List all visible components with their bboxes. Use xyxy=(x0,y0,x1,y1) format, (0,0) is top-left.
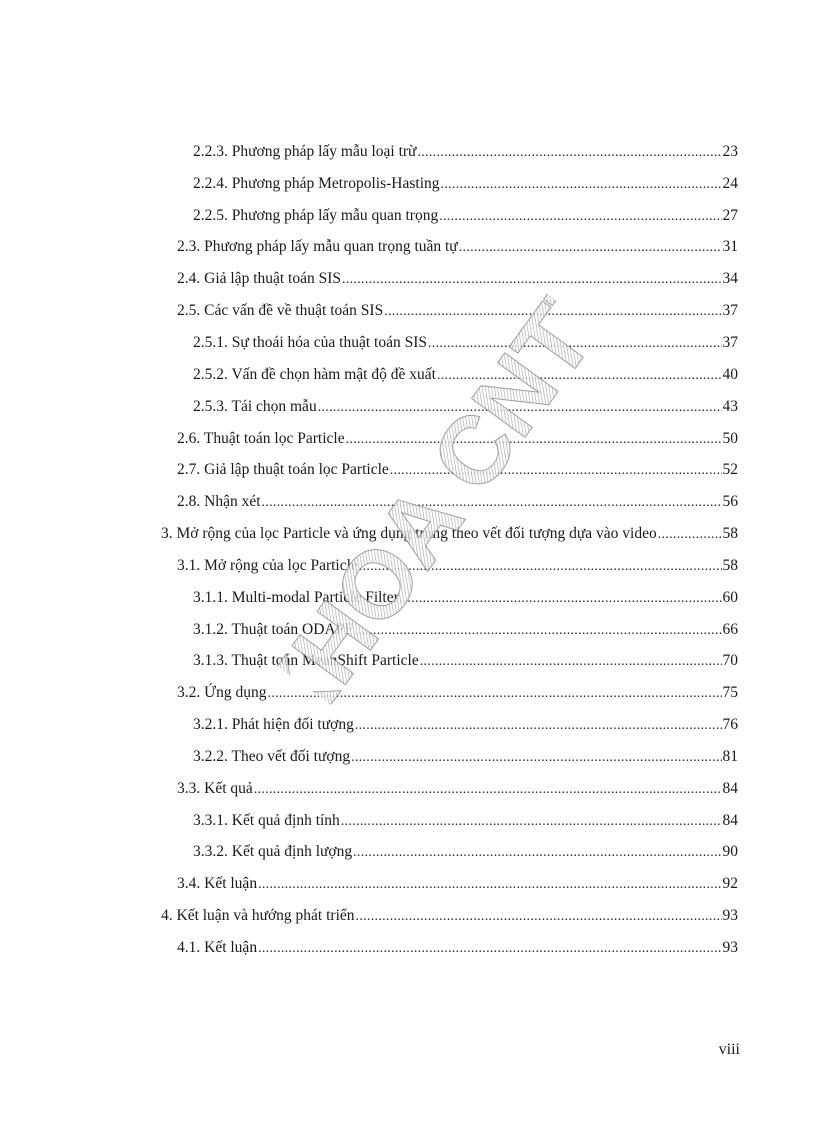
toc-entry[interactable] xyxy=(193,714,738,736)
dot-leader xyxy=(318,397,722,418)
toc-entry-title: 3.1.1. Multi-modal Particle Filter xyxy=(193,589,399,606)
toc-entry[interactable] xyxy=(193,141,738,163)
dot-leader xyxy=(354,620,722,641)
toc-entry-title: 2.5.1. Sự thoái hóa của thuật toán SIS xyxy=(193,334,427,351)
toc-entry-title: 2.7. Giả lập thuật toán lọc Particle xyxy=(177,461,389,478)
dot-leader xyxy=(420,651,722,672)
toc-entry-page: 70 xyxy=(722,652,738,669)
toc-entry-title: 4. Kết luận và hướng phát triển xyxy=(161,907,355,924)
dot-leader xyxy=(262,492,722,513)
toc-entry-title: 4.1. Kết luận xyxy=(177,939,258,956)
toc-entry[interactable] xyxy=(177,268,738,290)
dot-leader xyxy=(355,715,722,736)
toc-entry-page: 34 xyxy=(722,270,738,287)
toc-entry[interactable] xyxy=(177,937,738,959)
toc-entry-page: 24 xyxy=(722,175,738,192)
dot-leader xyxy=(258,874,721,895)
dot-leader xyxy=(459,237,722,258)
dot-leader xyxy=(390,460,722,481)
dot-leader xyxy=(254,779,722,800)
toc-entry[interactable] xyxy=(193,364,738,386)
dot-leader xyxy=(658,524,722,545)
toc-entry-title: 2.6. Thuật toán lọc Particle xyxy=(177,430,345,447)
dot-leader xyxy=(346,429,722,450)
toc-entry-page: 56 xyxy=(722,493,738,510)
toc-entry-title: 2.2.3. Phương pháp lấy mẫu loại trừ xyxy=(193,143,417,160)
toc-entry[interactable] xyxy=(161,905,738,927)
toc-entry-title: 2.4. Giả lập thuật toán SIS xyxy=(177,270,342,287)
toc-entry[interactable] xyxy=(193,841,738,863)
toc-entry-title: 2.5. Các vấn đề về thuật toán SIS xyxy=(177,302,384,319)
dot-leader xyxy=(268,683,722,704)
watermark-text: KHOA CNTT xyxy=(256,278,624,722)
dot-leader xyxy=(356,906,722,927)
toc-entry-page: 75 xyxy=(722,684,738,701)
dot-leader xyxy=(437,365,722,386)
dot-leader xyxy=(384,301,721,322)
toc-entry-title: 3.3.1. Kết quả định tính xyxy=(193,812,340,829)
toc-entry-page: 23 xyxy=(722,143,738,160)
toc-entry-page: 81 xyxy=(722,748,738,765)
toc-entry-title: 3.1. Mở rộng của lọc Particle xyxy=(177,557,358,574)
toc-entry[interactable] xyxy=(177,428,738,450)
toc-entry[interactable] xyxy=(177,236,738,258)
toc-entry[interactable] xyxy=(161,523,738,545)
dot-leader xyxy=(341,811,722,832)
toc-entry-page: 93 xyxy=(722,939,738,956)
dot-leader xyxy=(258,938,721,959)
toc-entry-title: 3.3.2. Kết quả định lượng xyxy=(193,843,353,860)
toc-entry-title: 3.1.3. Thuật toán MeanShift Particle xyxy=(193,652,419,669)
toc-entry-title: 3.4. Kết luận xyxy=(177,875,258,892)
toc-entry-page: 31 xyxy=(722,238,738,255)
toc-entry[interactable] xyxy=(193,746,738,768)
toc-entry-title: 2.3. Phương pháp lấy mẫu quan trọng tuần tự xyxy=(177,238,458,255)
toc-entry-title: 3.2.2. Theo vết đối tượng xyxy=(193,748,351,765)
toc-entry[interactable] xyxy=(177,682,738,704)
dot-leader xyxy=(439,206,721,227)
toc-entry[interactable] xyxy=(193,205,738,227)
toc-entry[interactable] xyxy=(193,587,738,609)
toc-entry-title: 3.2. Ứng dụng xyxy=(177,684,267,701)
dot-leader xyxy=(351,747,721,768)
toc-entry-title: 2.2.4. Phương pháp Metropolis-Hasting xyxy=(193,175,440,192)
toc-entry[interactable] xyxy=(193,619,738,641)
dot-leader xyxy=(417,142,721,163)
toc-entry-page: 76 xyxy=(722,716,738,733)
toc-entry-page: 60 xyxy=(722,589,738,606)
toc-entry-page: 52 xyxy=(722,461,738,478)
toc-entry[interactable] xyxy=(193,650,738,672)
dot-leader xyxy=(428,333,722,354)
toc-entry[interactable] xyxy=(177,459,738,481)
dot-leader xyxy=(353,842,721,863)
toc-entry-title: 3. Mở rộng của lọc Particle và ứng dụng trong theo vết đối tượng dựa vào video xyxy=(161,525,657,542)
toc-entry[interactable] xyxy=(177,778,738,800)
toc-entry-title: 2.8. Nhận xét xyxy=(177,493,261,510)
toc-entry-page: 90 xyxy=(722,843,738,860)
toc-entry-page: 93 xyxy=(722,907,738,924)
toc-entry-title: 3.2.1. Phát hiện đối tượng xyxy=(193,716,354,733)
toc-entry[interactable] xyxy=(177,300,738,322)
toc-entry-page: 84 xyxy=(722,780,738,797)
dot-leader xyxy=(441,174,722,195)
dot-leader xyxy=(342,269,721,290)
toc-entry-title: 3.1.2. Thuật toán ODAPF xyxy=(193,621,353,638)
toc-entry[interactable] xyxy=(193,810,738,832)
toc-entry-title: 2.5.2. Vấn đề chọn hàm mật độ đề xuất xyxy=(193,366,436,383)
toc-entry-title: 3.3. Kết quả xyxy=(177,780,253,797)
toc-entry-page: 66 xyxy=(722,621,738,638)
toc-entry-page: 58 xyxy=(722,525,738,542)
page-number: viii xyxy=(718,1041,740,1058)
toc-entry[interactable] xyxy=(177,873,738,895)
toc-entry[interactable] xyxy=(193,332,738,354)
toc-entry-page: 92 xyxy=(722,875,738,892)
toc-entry-page: 43 xyxy=(722,398,738,415)
toc-entry-page: 58 xyxy=(722,557,738,574)
toc-entry-page: 84 xyxy=(722,812,738,829)
toc-entry-page: 50 xyxy=(722,430,738,447)
toc-entry-page: 37 xyxy=(722,302,738,319)
toc-entry[interactable] xyxy=(193,173,738,195)
toc-entry-title: 2.5.3. Tái chọn mẫu xyxy=(193,398,317,415)
dot-leader xyxy=(359,556,722,577)
toc-entry[interactable] xyxy=(177,491,738,513)
toc-entry-page: 40 xyxy=(722,366,738,383)
dot-leader xyxy=(400,588,722,609)
toc-entry-page: 27 xyxy=(722,207,738,224)
toc-entry[interactable] xyxy=(177,555,738,577)
toc-entry-page: 37 xyxy=(722,334,738,351)
toc-entry[interactable] xyxy=(193,396,738,418)
toc-entry-title: 2.2.5. Phương pháp lấy mẫu quan trọng xyxy=(193,207,439,224)
